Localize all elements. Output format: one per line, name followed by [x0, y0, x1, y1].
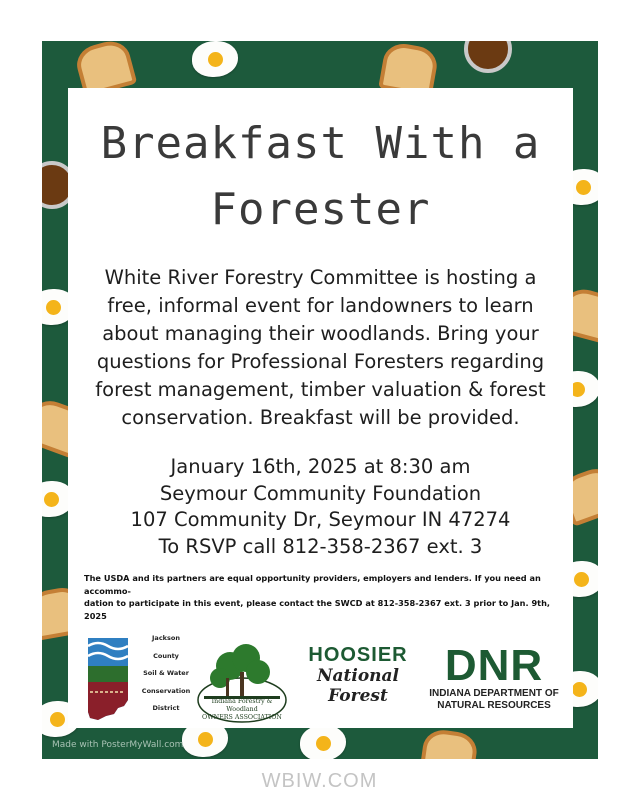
site-footer-watermark: WBIW.COM [261, 770, 378, 792]
ifwoa-logo [196, 642, 288, 724]
sponsor-logos [68, 628, 573, 728]
postermywall-watermark: Made with PosterMyWall.com [52, 740, 184, 750]
description-line: forest management, timber valuation & forest [95, 378, 546, 401]
swcd-line: Jackson [152, 634, 180, 642]
event-rsvp: To RSVP call 812-358-2367 ext. 3 [158, 534, 483, 558]
fried-egg-decoration [192, 41, 238, 77]
usda-disclaimer [84, 572, 559, 622]
toast-decoration [419, 727, 479, 759]
event-date-time: January 16th, 2025 at 8:30 am [170, 455, 471, 478]
flyer-title-line2: Forester [210, 184, 431, 235]
indiana-map-logo [84, 636, 132, 722]
ifwoa-line: OWNERS ASSOCIATION [202, 714, 282, 721]
swcd-line: Soil & Water [143, 669, 189, 678]
hoosier-national-forest-logo [300, 644, 416, 706]
event-description [88, 264, 553, 432]
ifwoa-line: Indiana Forestry & Woodland [211, 698, 273, 713]
event-address: 107 Community Dr, Seymour IN 47274 [130, 508, 511, 531]
flyer-title-line1: Breakfast With a [100, 118, 541, 169]
swcd-line: County [153, 651, 179, 660]
flyer-card [68, 88, 573, 728]
description-line: about managing their woodlands. Bring your [102, 322, 539, 345]
swcd-line: District [152, 704, 180, 713]
description-line: free, informal event for landowners to learn [107, 294, 534, 317]
dnr-logo [424, 641, 564, 712]
event-details [68, 454, 573, 560]
description-line: questions for Professional Foresters regarding [96, 350, 545, 373]
dnr-name-line: INDIANA DEPARTMENT OF [429, 688, 559, 699]
forest-word: Forest [328, 686, 388, 706]
event-venue: Seymour Community Foundation [159, 481, 482, 505]
swcd-line: Conservation [141, 686, 191, 695]
description-line: conservation. Breakfast will be provided. [121, 406, 520, 429]
swcd-logo-text [140, 630, 192, 718]
dnr-name-line: NATURAL RESOURCES [437, 700, 551, 711]
hoosier-word: HOOSIER [308, 644, 408, 666]
disclaimer-line: dation to participate in this event, please contact the SWCD at 812-358-2367 ext. 3 prior to Jan. 9th, 2025 [84, 598, 551, 621]
dnr-abbreviation: DNR [444, 641, 544, 690]
fried-egg-decoration [300, 725, 346, 759]
national-word: National [316, 666, 400, 686]
description-line: White River Forestry Committee is hosting a [104, 266, 537, 289]
coffee-cup-decoration [464, 41, 512, 73]
ifwoa-name [196, 698, 288, 722]
disclaimer-line: The USDA and its partners are equal opportunity providers, employers and lenders. If you need an accommo- [84, 573, 541, 596]
